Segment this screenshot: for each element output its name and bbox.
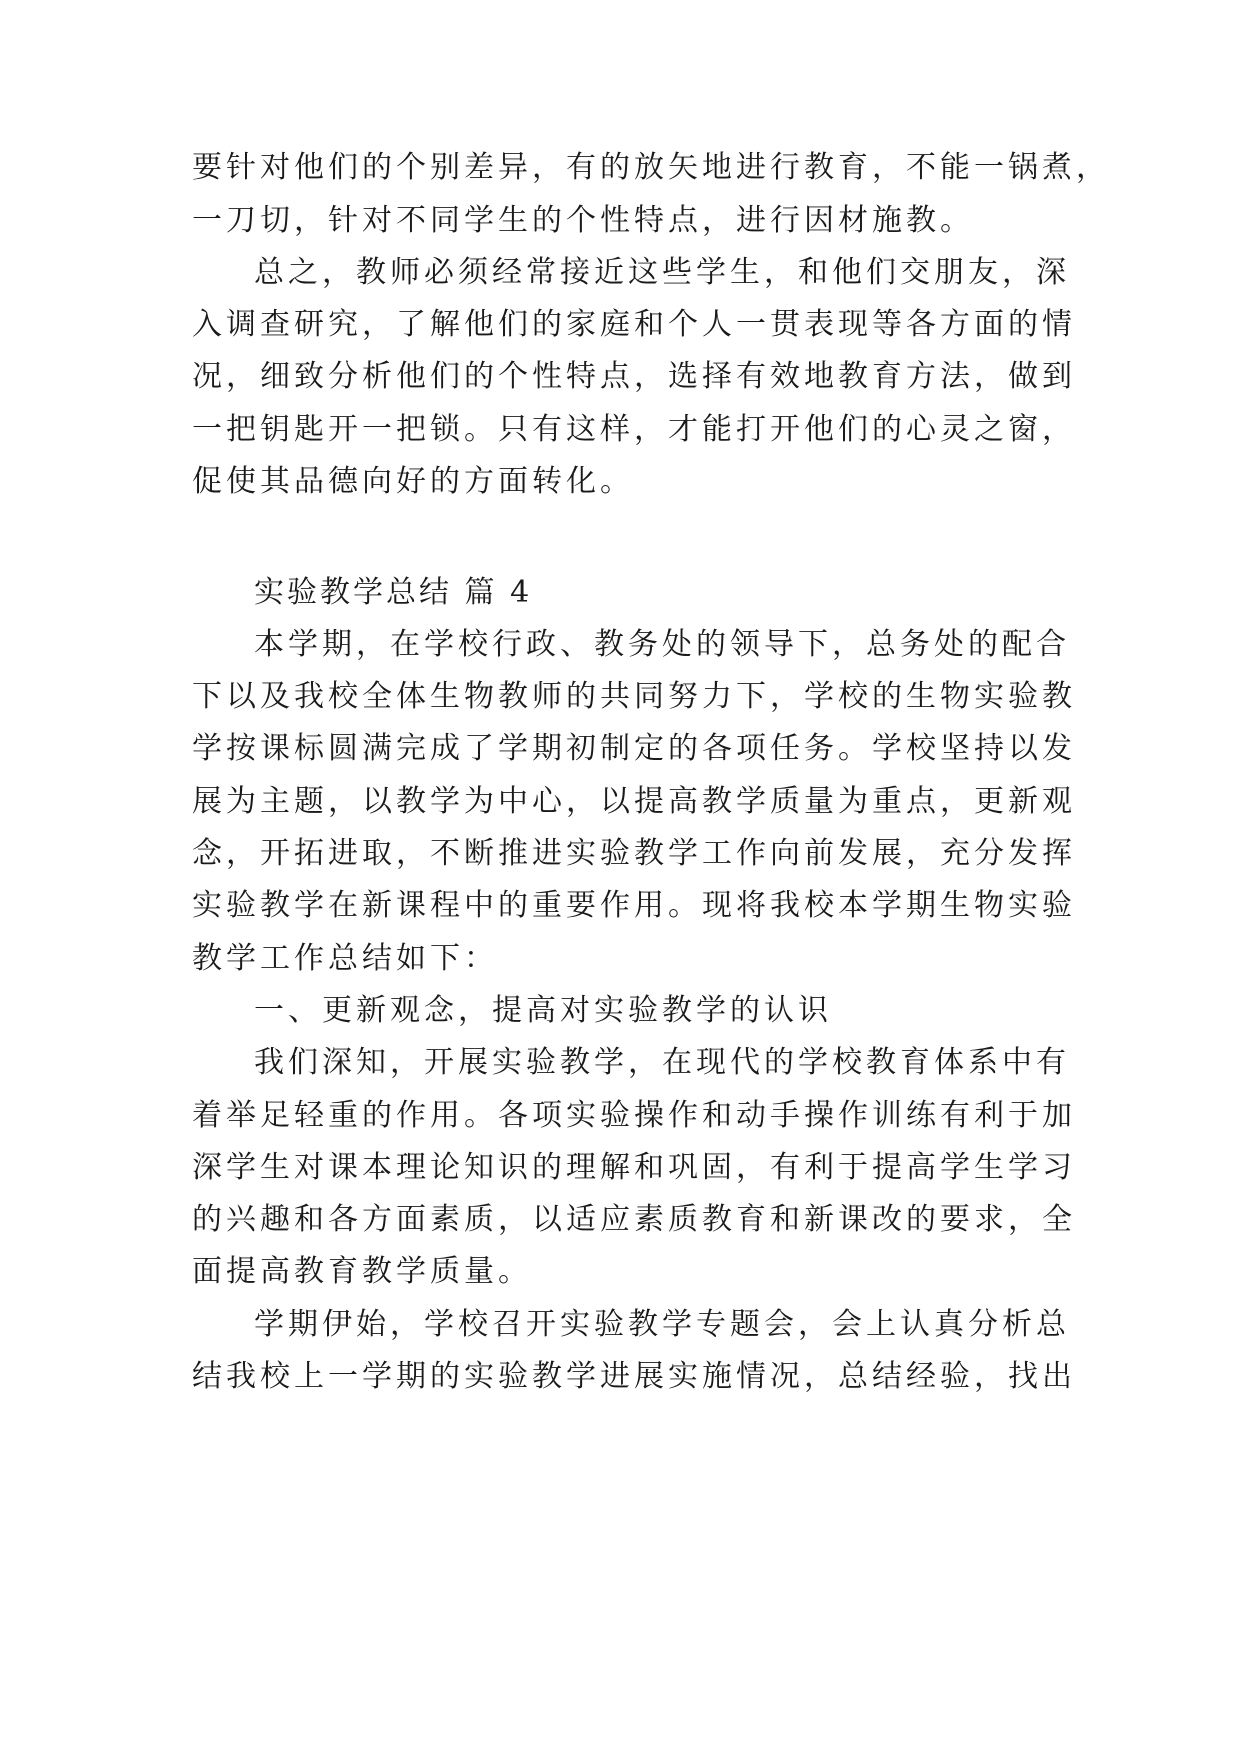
paragraph-line: 展为主题，以教学为中心，以提高教学质量为重点，更新观 (192, 784, 1076, 819)
paragraph-line: 面提高教育教学质量。 (192, 1254, 532, 1289)
paragraph-line: 教学工作总结如下： (192, 941, 498, 976)
paragraph-line: 入调查研究，了解他们的家庭和个人一贯表现等各方面的情 (192, 307, 1076, 342)
section-heading: 实验教学总结 篇 4 (254, 575, 533, 610)
subsection-heading: 一、更新观念，提高对实验教学的认识 (254, 993, 832, 1028)
paragraph-line: 实验教学在新课程中的重要作用。现将我校本学期生物实验 (192, 888, 1076, 923)
paragraph-line: 念，开拓进取，不断推进实验教学工作向前发展，充分发挥 (192, 836, 1076, 871)
paragraph-line: 学按课标圆满完成了学期初制定的各项任务。学校坚持以发 (192, 731, 1076, 766)
paragraph-line: 下以及我校全体生物教师的共同努力下，学校的生物实验教 (192, 679, 1076, 714)
paragraph-line: 我们深知，开展实验教学，在现代的学校教育体系中有 (254, 1045, 1070, 1080)
paragraph-line: 学期伊始，学校召开实验教学专题会，会上认真分析总 (254, 1307, 1070, 1342)
paragraph-line: 着举足轻重的作用。各项实验操作和动手操作训练有利于加 (192, 1098, 1076, 1133)
paragraph-line: 本学期，在学校行政、教务处的领导下，总务处的配合 (254, 627, 1070, 662)
paragraph-line: 深学生对课本理论知识的理解和巩固，有利于提高学生学习 (192, 1150, 1076, 1185)
paragraph-line: 促使其品德向好的方面转化。 (192, 464, 634, 499)
paragraph-line: 总之，教师必须经常接近这些学生，和他们交朋友，深 (254, 255, 1070, 290)
paragraph-line: 一把钥匙开一把锁。只有这样，才能打开他们的心灵之窗， (192, 412, 1076, 447)
paragraph-line: 结我校上一学期的实验教学进展实施情况，总结经验，找出 (192, 1359, 1076, 1394)
paragraph-line: 一刀切，针对不同学生的个性特点，进行因材施教。 (192, 203, 974, 238)
paragraph-line: 的兴趣和各方面素质，以适应素质教育和新课改的要求，全 (192, 1202, 1076, 1237)
paragraph-line: 要针对他们的个别差异，有的放矢地进行教育，不能一锅煮， (192, 150, 1110, 185)
paragraph-line: 况，细致分析他们的个性特点，选择有效地教育方法，做到 (192, 359, 1076, 394)
